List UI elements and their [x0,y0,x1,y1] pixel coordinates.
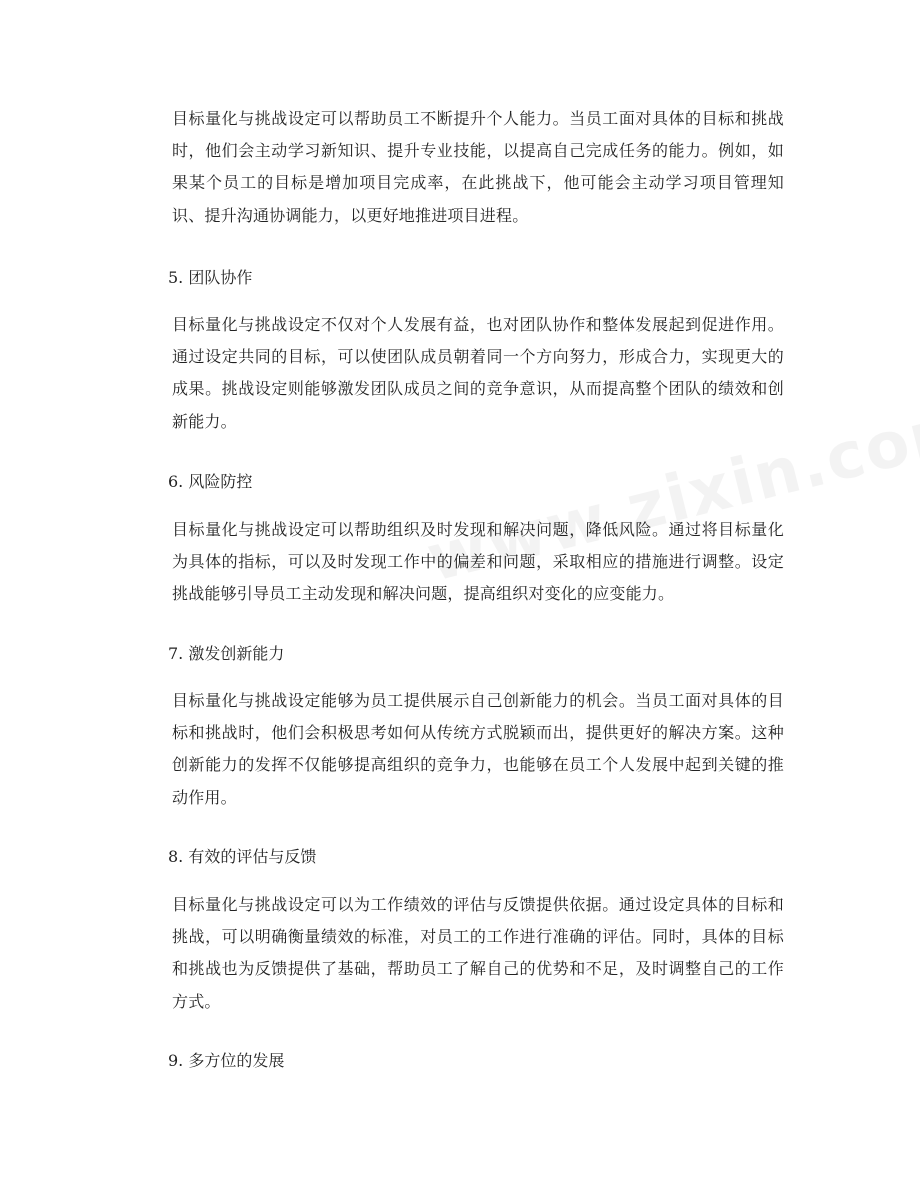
paragraph-personal-ability [172,103,784,232]
heading-text: 5. 团队协作 [168,268,253,287]
section-heading-development [168,1050,783,1072]
heading-text: 9. 多方位的发展 [168,1051,285,1070]
section-heading-teamwork [168,267,783,289]
paragraph-text: 目标量化与挑战设定可以为工作绩效的评估与反馈提供依据。通过设定具体的目标和挑战，可以明确衡量绩效的标准，对员工的工作进行准确的评估。同时，具体的目标和挑战也为反馈提供了基础，帮助员工了解自己的优势和不足，及时调整自己的工作方式。 [172,895,784,1011]
paragraph-text: 目标量化与挑战设定能够为员工提供展示自己创新能力的机会。当员工面对具体的目标和挑战时，他们会积极思考如何从传统方式脱颖而出，提供更好的解决方案。这种创新能力的发挥不仅能够提高组织的竞争力，也能够在员工个人发展中起到关键的推动作用。 [172,691,784,807]
paragraph-risk-control [172,514,784,611]
section-heading-evaluation [168,846,783,868]
section-heading-risk-control [168,471,783,493]
paragraph-innovation [172,685,784,814]
paragraph-text: 目标量化与挑战设定可以帮助员工不断提升个人能力。当员工面对具体的目标和挑战时，他们会主动学习新知识、提升专业技能，以提高自己完成任务的能力。例如，如果某个员工的目标是增加项目完成率，在此挑战下，他可能会主动学习项目管理知识、提升沟通协调能力，以更好地推进项目进程。 [172,109,784,225]
heading-text: 7. 激发创新能力 [168,644,285,663]
paragraph-text: 目标量化与挑战设定不仅对个人发展有益，也对团队协作和整体发展起到促进作用。通过设定共同的目标，可以使团队成员朝着同一个方向努力，形成合力，实现更大的成果。挑战设定则能够激发团队成员之间的竞争意识，从而提高整个团队的绩效和创新能力。 [172,315,784,431]
section-heading-innovation [168,643,783,665]
heading-text: 8. 有效的评估与反馈 [168,847,317,866]
heading-text: 6. 风险防控 [168,472,253,491]
paragraph-teamwork [172,309,784,438]
paragraph-evaluation [172,889,784,1018]
paragraph-text: 目标量化与挑战设定可以帮助组织及时发现和解决问题，降低风险。通过将目标量化为具体的指标，可以及时发现工作中的偏差和问题，采取相应的措施进行调整。设定挑战能够引导员工主动发现和解决问题，提高组织对变化的应变能力。 [172,520,784,604]
